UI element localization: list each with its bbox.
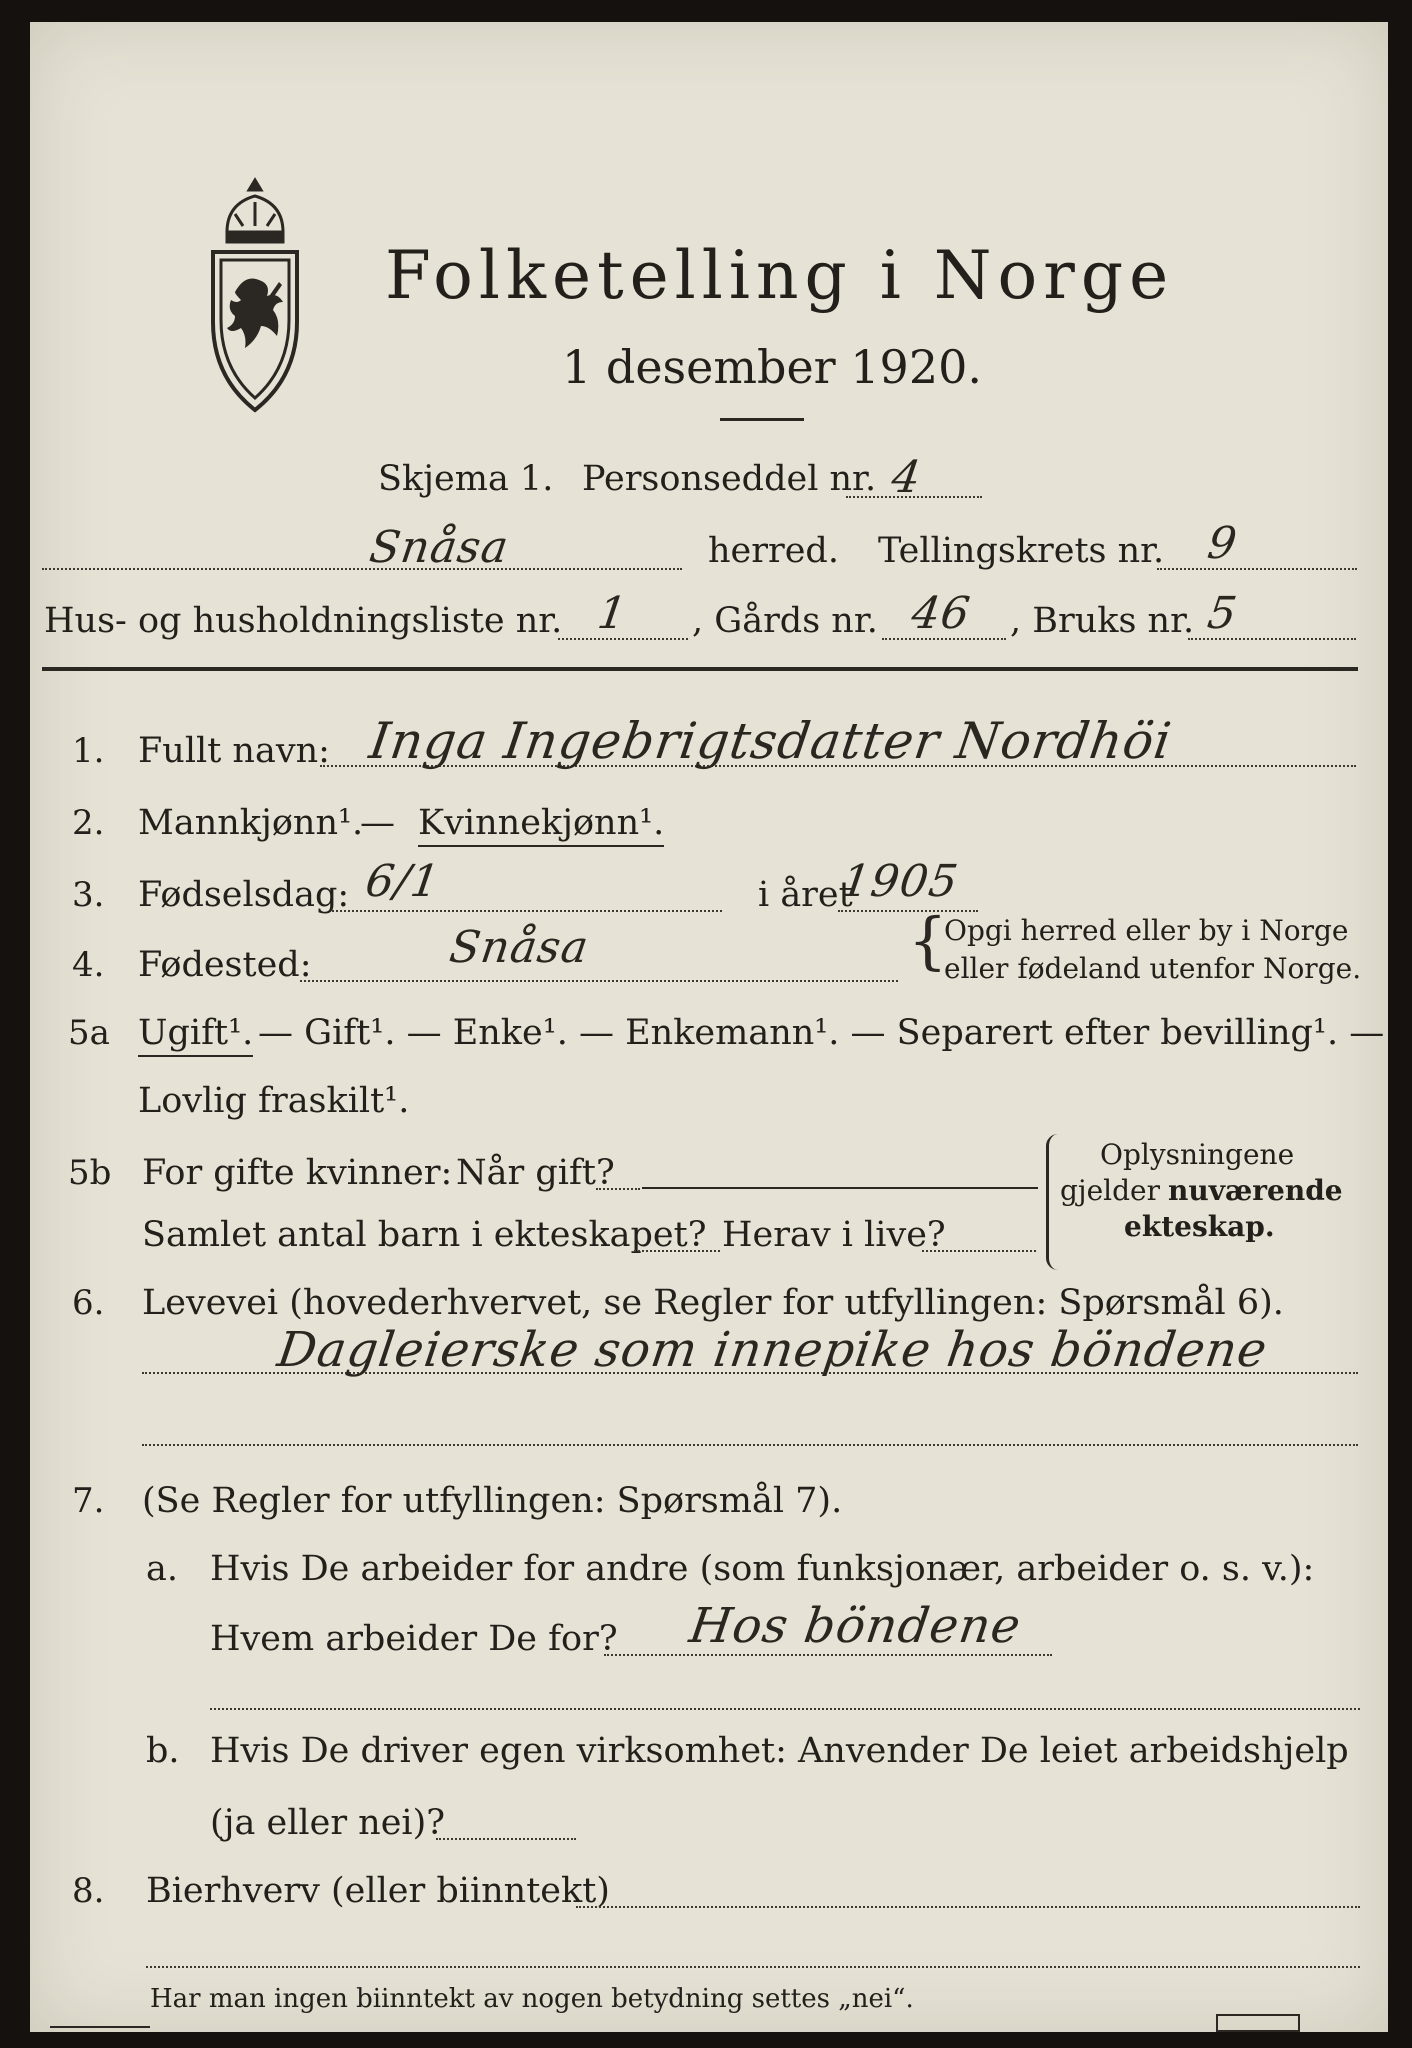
- personseddel-label: Personseddel nr.: [582, 459, 877, 499]
- marriage-note-line1: Oplysningene: [1100, 1138, 1295, 1171]
- birthplace-note-line1: Opgi herred eller by i Norge: [944, 914, 1349, 947]
- children-alive-line: [922, 1250, 1036, 1252]
- female-option: Kvinnekjønn¹.: [418, 806, 664, 847]
- employer-line: [604, 1654, 1052, 1656]
- q8-number: 8.: [72, 1871, 105, 1911]
- q7-number: 7.: [72, 1481, 105, 1521]
- personseddel-value: 4: [888, 452, 925, 503]
- q2-number: 2.: [72, 803, 105, 843]
- birthplace-label: Fødested:: [138, 945, 312, 985]
- q7b-letter: b.: [146, 1731, 180, 1771]
- hired-help-label: (ja eller nei)?: [210, 1803, 446, 1843]
- employer-label: Hvem arbeider De for?: [210, 1619, 618, 1659]
- birthyear-label: i året: [758, 875, 853, 915]
- q6-number: 6.: [72, 1283, 105, 1323]
- q2-dash: —: [360, 803, 395, 843]
- children-label: Samlet antal barn i ekteskapet?: [142, 1215, 707, 1255]
- marriage-note-line2b: nuværende: [1168, 1174, 1343, 1207]
- footer-note: Har man ingen biinntekt av nogen betydning settes „nei“.: [150, 1984, 914, 2014]
- q3-number: 3.: [72, 875, 105, 915]
- section-divider: [42, 667, 1358, 671]
- marriage-note-line3: ekteskap.: [1124, 1210, 1275, 1243]
- children-alive-label: Herav i live?: [722, 1215, 946, 1255]
- husholdningsliste-value: 1: [594, 588, 631, 639]
- marriage-note-line2a: gjelder: [1060, 1174, 1161, 1207]
- tellingskrets-value: 9: [1204, 518, 1241, 569]
- birthplace-line: [300, 980, 898, 982]
- bruks-label: , Bruks nr.: [1010, 601, 1195, 641]
- q7b-text: Hvis De driver egen virksomhet: Anvender De leiet arbeidshjelp: [210, 1731, 1349, 1771]
- when-married-line: [642, 1187, 1038, 1189]
- employer-line-2: [210, 1708, 1360, 1710]
- when-married-dots: [596, 1188, 640, 1190]
- side-income-label: Bierhverv (eller biinntekt): [146, 1871, 610, 1911]
- side-income-line-2: [146, 1966, 1360, 1968]
- form-title: Folketelling i Norge: [385, 237, 1175, 314]
- employer-value: Hos böndene: [686, 1598, 1025, 1654]
- q4-number: 4.: [72, 945, 105, 985]
- skjema-label: Skjema 1.: [378, 459, 554, 499]
- male-option: Mannkjønn¹.: [138, 803, 364, 843]
- q7a-letter: a.: [146, 1549, 178, 1589]
- footer-rule: [50, 2026, 150, 2028]
- marital-status-options: — Gift¹. — Enke¹. — Enkemann¹. — Separert efter bevilling¹. —: [258, 1013, 1385, 1053]
- gards-value: 46: [908, 588, 974, 639]
- herred-value: Snåsa: [366, 522, 513, 573]
- married-women-label: For gifte kvinner:: [142, 1153, 453, 1193]
- occupation-label: Levevei (hovederhvervet, se Regler for utfyllingen: Spørsmål 6).: [142, 1283, 1284, 1323]
- birthplace-note-brace: {: [908, 904, 948, 977]
- census-form-sheet: [30, 22, 1388, 2032]
- husholdningsliste-label: Hus- og husholdningsliste nr.: [44, 601, 563, 641]
- census-date: 1 desember 1920.: [562, 340, 982, 394]
- birthdate-line: [332, 910, 722, 912]
- birthyear-value: 1905: [838, 856, 962, 907]
- occupation-line-2: [142, 1444, 1358, 1446]
- hired-help-line: [436, 1838, 576, 1840]
- q1-number: 1.: [72, 731, 105, 771]
- q5b-number: 5b: [68, 1153, 112, 1193]
- q1-label: Fullt navn:: [138, 731, 330, 771]
- q7-label: (Se Regler for utfyllingen: Spørsmål 7).: [142, 1481, 843, 1521]
- birthplace-value: Snåsa: [446, 922, 593, 973]
- birthdate-value: 6/1: [362, 856, 444, 907]
- q5a-number: 5a: [68, 1013, 110, 1053]
- printer-mark: [1216, 2014, 1300, 2032]
- norwegian-coat-of-arms-icon: [205, 172, 305, 417]
- occupation-value: Dagleierske som innepike hos böndene: [274, 1322, 1272, 1378]
- children-line: [634, 1250, 720, 1252]
- header-divider: [720, 418, 804, 421]
- full-name-value: Inga Ingebrigtsdatter Nordhöi: [365, 712, 1176, 770]
- unmarried-option: Ugift¹.: [138, 1016, 253, 1057]
- herred-line: [42, 568, 682, 570]
- birthplace-note-line2: eller fødeland utenfor Norge.: [944, 952, 1362, 985]
- tellingskrets-line: [1157, 568, 1357, 570]
- tellingskrets-label: Tellingskrets nr.: [878, 531, 1165, 571]
- divorced-option: Lovlig fraskilt¹.: [138, 1081, 410, 1121]
- marriage-note-bracket: [1046, 1134, 1061, 1270]
- q7a-text: Hvis De arbeider for andre (som funksjonær, arbeider o. s. v.):: [210, 1549, 1315, 1589]
- when-married-label: Når gift?: [456, 1153, 615, 1193]
- bruks-value: 5: [1204, 588, 1241, 639]
- herred-label: herred.: [708, 531, 839, 571]
- gards-label: , Gårds nr.: [692, 601, 878, 641]
- birthdate-label: Fødselsdag:: [138, 875, 350, 915]
- side-income-line: [576, 1906, 1360, 1908]
